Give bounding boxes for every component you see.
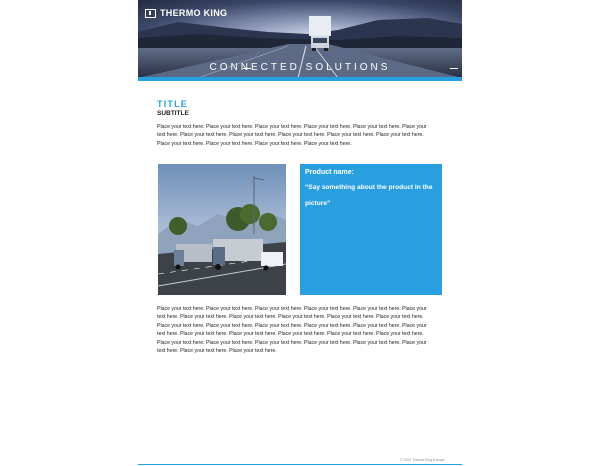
footer-rule	[138, 464, 462, 465]
banner-tagline: CONNECTED SOLUTIONS	[209, 62, 391, 73]
banner-accent-strip	[138, 77, 462, 81]
thermo-king-logo-icon	[145, 9, 156, 18]
body-paragraph-2: Place your text here. Place your text here. Place your text here. Place your text here. Place your text here. Place your text here. Place your text here. Place your text here. Place your text here. Place your text here. Place your text here. Place your text here. Place your text here. Place your text here. Place your text here. Place your text here. Place your text here. Place your text here. Place your text here. Place your text here. Place your text here. Place your text here. Place your text here. Place your text here. Place your text here. Place your text here. Place your text here. Place your text here. Place your text here. Place your text here.	[157, 306, 427, 355]
body-paragraph-1: Place your text here. Place your text here. Place your text here. Place your text here. Place your text here. Place your text here. Place your text here. Place your text here. Place your text here. Place your text here. Place your text here. Place your text here. Place your text here. Place your text here. Place your text here.	[157, 124, 427, 147]
doc-subtitle: SUBTITLE	[157, 110, 189, 117]
tagline-dash-right	[450, 68, 458, 69]
document-page	[138, 0, 462, 466]
product-name: Product name:	[305, 169, 355, 176]
header-banner	[138, 0, 462, 77]
trucks-photo	[158, 164, 286, 295]
doc-title: TITLE	[157, 99, 188, 109]
copyright-notice: © 2021 Thermo King Europe	[400, 458, 445, 462]
product-description: “Say something about the product in the picture”	[305, 184, 433, 207]
product-callout	[300, 164, 442, 295]
brand-logo	[145, 8, 227, 18]
brand-name: THERMO KING	[160, 8, 228, 18]
banner-truck-image	[306, 14, 334, 54]
